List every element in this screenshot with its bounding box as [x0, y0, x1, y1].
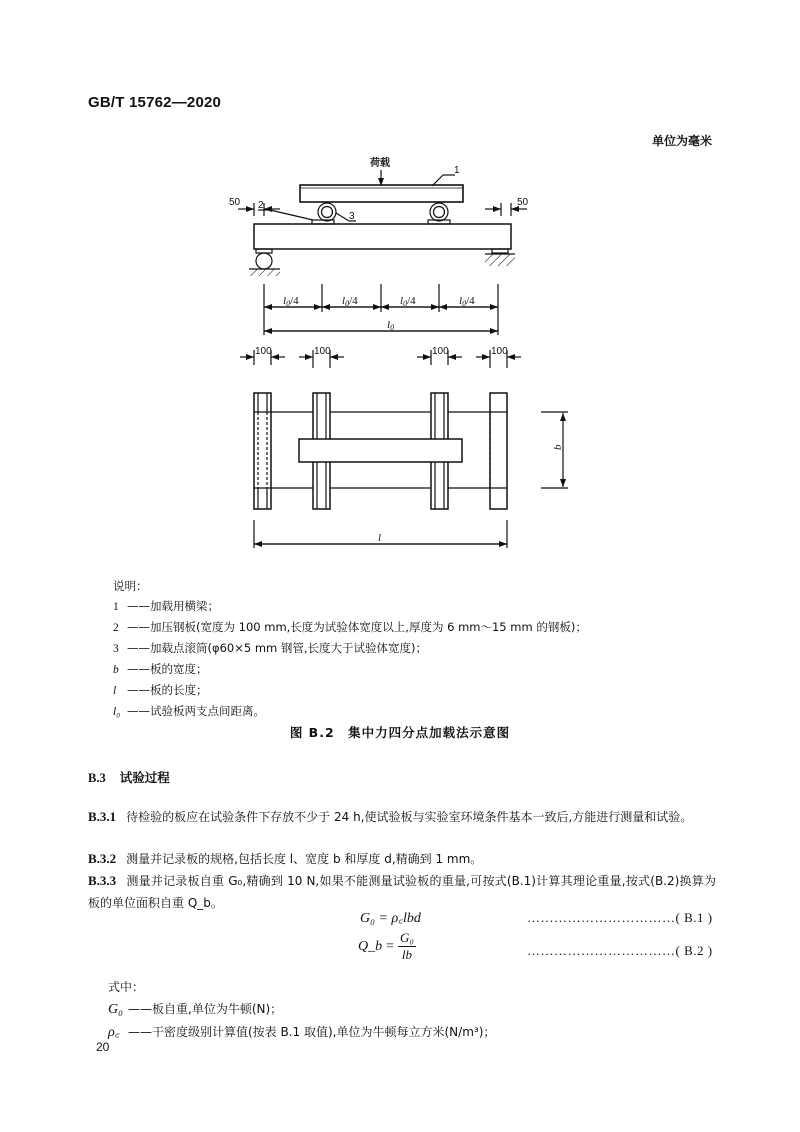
svg-text:l0/4: l0/4	[459, 295, 475, 308]
where-item: ρ꜀ ——干密度级别计算值(按表 B.1 取值),单位为牛顿每立方米(N/m³)；	[108, 1025, 496, 1040]
svg-text:3: 3	[349, 211, 355, 222]
svg-text:l0/4: l0/4	[342, 295, 358, 308]
plan-loading-beam	[299, 439, 462, 462]
legend-item: l₀ ——试验板两支点间距离。	[113, 704, 265, 718]
figure-caption: 图 B.2 集中力四分点加载法示意图	[289, 725, 511, 740]
formula-b1-leader: ……………………………( B.1 )	[527, 910, 713, 925]
legend-title: 说明：	[113, 579, 148, 593]
section-title: 试验过程	[119, 770, 170, 785]
where-title: 式中：	[108, 980, 145, 994]
formula-b2-leader: ……………………………( B.2 )	[527, 943, 713, 958]
svg-text:50: 50	[517, 197, 529, 208]
formula-b1-label: ( B.1 )	[675, 910, 713, 925]
svg-text:l0/4: l0/4	[400, 295, 416, 308]
load-label: 荷载	[370, 158, 390, 169]
where-item: G₀ ——板自重,单位为牛顿(N)；	[108, 1002, 283, 1017]
plate-width-dims	[240, 350, 521, 368]
page-number: 20	[96, 1040, 110, 1054]
svg-text:100: 100	[491, 346, 508, 357]
svg-text:1: 1	[454, 165, 460, 176]
roller-left	[318, 203, 336, 221]
test-slab	[254, 224, 511, 249]
plan-view	[254, 393, 507, 509]
formula-b2: Q_b = $\frac{\text{G₀}}{lb}$	[358, 930, 414, 962]
formula-b2-label: ( B.2 )	[675, 943, 713, 958]
legend-item: l ——板的长度；	[113, 683, 208, 697]
figure-legend	[113, 576, 587, 722]
unit-note: 单位为毫米	[651, 134, 712, 148]
fixed-support-right	[485, 254, 515, 266]
svg-text:100: 100	[255, 346, 272, 357]
svg-text:100: 100	[314, 346, 331, 357]
svg-text:100: 100	[432, 346, 449, 357]
paragraph-b31: B.3.1 待检验的板应在试验条件下存放不少于 24 h,使试验板与实验室环境条件基本一致后,方能进行测量和试验。	[88, 809, 693, 824]
svg-text:l: l	[378, 532, 382, 544]
formula-where	[108, 976, 495, 1044]
section-heading	[88, 768, 170, 786]
roller-right	[430, 203, 448, 221]
legend-item: 2 ——加压钢板(宽度为 100 mm,长度为试验体宽度以上,厚度为 6 mm～15 mm 的钢板)；	[113, 620, 587, 634]
legend-item: 3 ——加载点滚筒(φ60×5 mm 钢管,长度大于试验体宽度)；	[113, 641, 428, 655]
legend-item: 1 ——加载用横梁；	[113, 599, 219, 613]
svg-text:50: 50	[229, 197, 241, 208]
support-roller-left	[256, 253, 272, 269]
svg-text:b: b	[552, 444, 564, 450]
svg-text:l0/4: l0/4	[283, 295, 299, 308]
svg-text:2: 2	[258, 200, 264, 211]
svg-text:l0: l0	[387, 319, 395, 332]
section-number: B.3	[88, 771, 106, 785]
formula-b1: G₀ = ρ꜀lbd	[360, 911, 421, 926]
loading-beam	[300, 185, 463, 202]
paragraph-b32: B.3.2 测量并记录板的规格,包括长度 l、宽度 b 和厚度 d,精确到 1 mm。	[88, 851, 483, 866]
standard-code: GB/T 15762—2020	[88, 94, 222, 111]
paragraph-b33: B.3.3 测量并记录板自重 G₀,精确到 10 N,如果不能测量试验板的重量,可按式(B.1)计算其理论重量,按式(B.2)换算为板的单位面积自重 Q_b。	[88, 873, 716, 910]
legend-item: b ——板的宽度；	[113, 662, 208, 676]
